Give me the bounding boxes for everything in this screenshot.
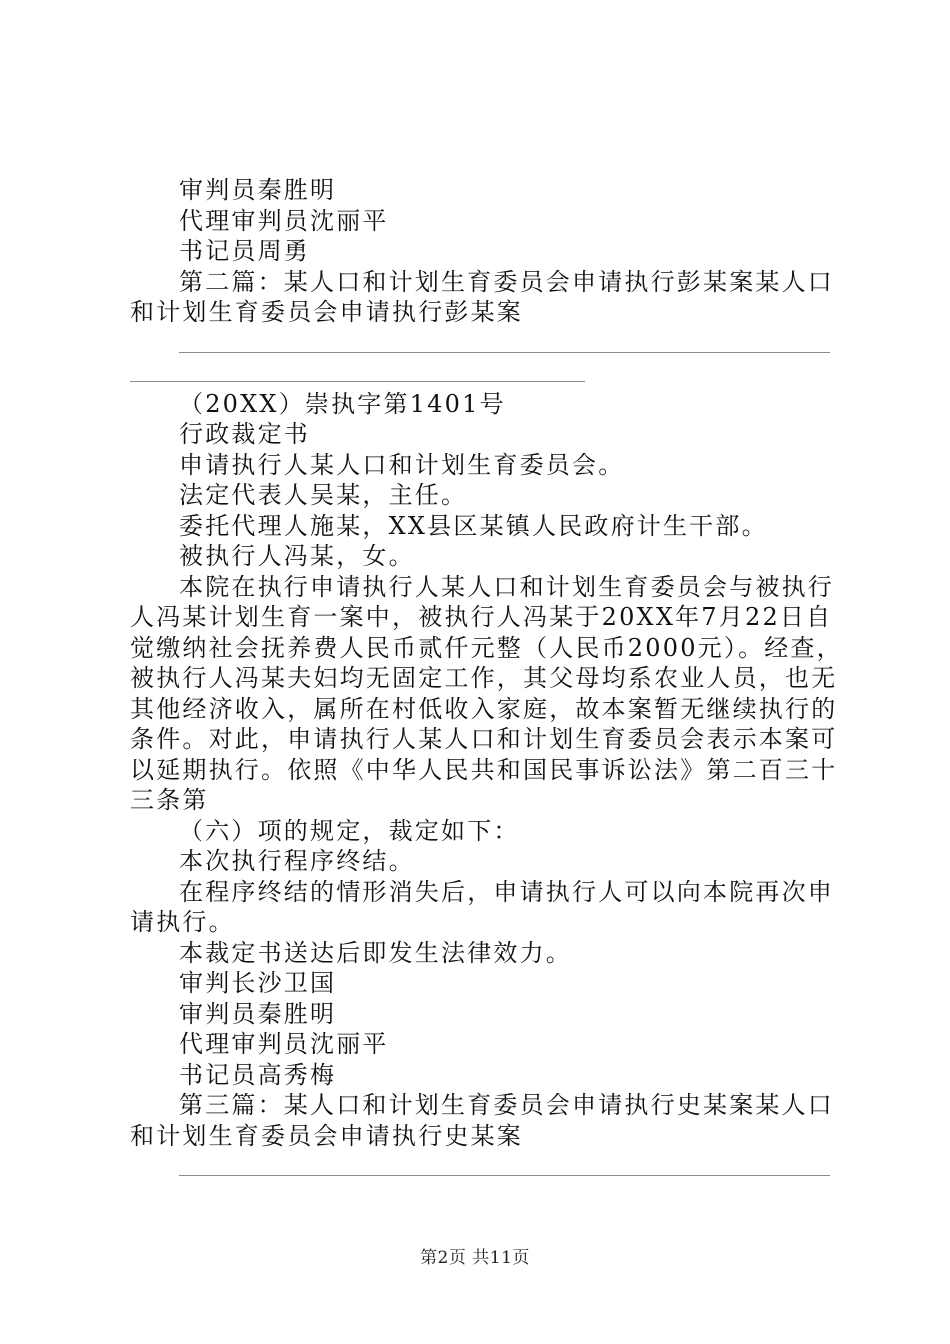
agent-line: 委托代理人施某，XX县区某镇人民政府计生干部。 [179,511,768,540]
item-six-line: （六）项的规定，裁定如下： [179,816,520,845]
body-paragraph-line: 人冯某计划生育一案中，被执行人冯某于20XX年7月22日自 [130,603,833,631]
separator-rule-continued [130,358,830,389]
separator-rule [130,328,830,359]
section-heading-3-line2: 和计划生育委员会申请执行史某案 [130,1121,523,1150]
page-footer: 第2页 共11页 [420,1248,530,1268]
body-paragraph-line: 觉缴纳社会抚养费人民币贰仟元整（人民币2000元）。经查， [130,633,843,662]
judge-line: 审判员秦胜明 [179,999,337,1028]
case-number: （20XX）崇执字第1401号 [179,389,506,418]
section-heading-2-line1: 第二篇：某人口和计划生育委员会申请执行彭某案某人口 [179,267,834,296]
section-heading-2-line2: 和计划生育委员会申请执行彭某案 [130,298,523,326]
body-paragraph-line: 被执行人冯某夫妇均无固定工作，其父母均系农业人员，也无 [130,664,838,692]
respondent-line: 被执行人冯某，女。 [179,542,415,570]
acting-judge-line: 代理审判员沈丽平 [179,1030,389,1058]
applicant-line: 申请执行人某人口和计划生育委员会。 [179,450,625,479]
ruling-line: 请执行。 [130,908,235,936]
legal-representative-line: 法定代表人吴某，主任。 [179,481,468,509]
section-heading-3-line1: 第三篇：某人口和计划生育委员会申请执行史某案某人口 [179,1091,834,1119]
effect-line: 本裁定书送达后即发生法律效力。 [179,938,572,967]
body-paragraph-line: 以延期执行。依照《中华人民共和国民事诉讼法》第二百三十 [130,755,838,784]
separator-rule [130,1151,830,1182]
document-type: 行政裁定书 [179,420,310,448]
acting-judge-line: 代理审判员沈丽平 [179,206,389,235]
body-paragraph-line: 本院在执行申请执行人某人口和计划生育委员会与被执行 [179,572,834,601]
document-body [130,175,843,1182]
ruling-line: 本次执行程序终结。 [179,847,415,875]
body-paragraph-line: 三条第 [130,786,209,814]
clerk-line: 书记员周勇 [179,237,310,265]
judge-line: 审判员秦胜明 [179,176,337,204]
clerk-line: 书记员高秀梅 [179,1060,337,1089]
body-paragraph-line: 其他经济收入，属所在村低收入家庭，故本案暂无继续执行的 [130,694,838,723]
body-paragraph-line: 条件。对此，申请执行人某人口和计划生育委员会表示本案可 [130,725,838,753]
chief-judge-line: 审判长沙卫国 [179,969,337,997]
ruling-line: 在程序终结的情形消失后，申请执行人可以向本院再次申 [179,877,834,906]
